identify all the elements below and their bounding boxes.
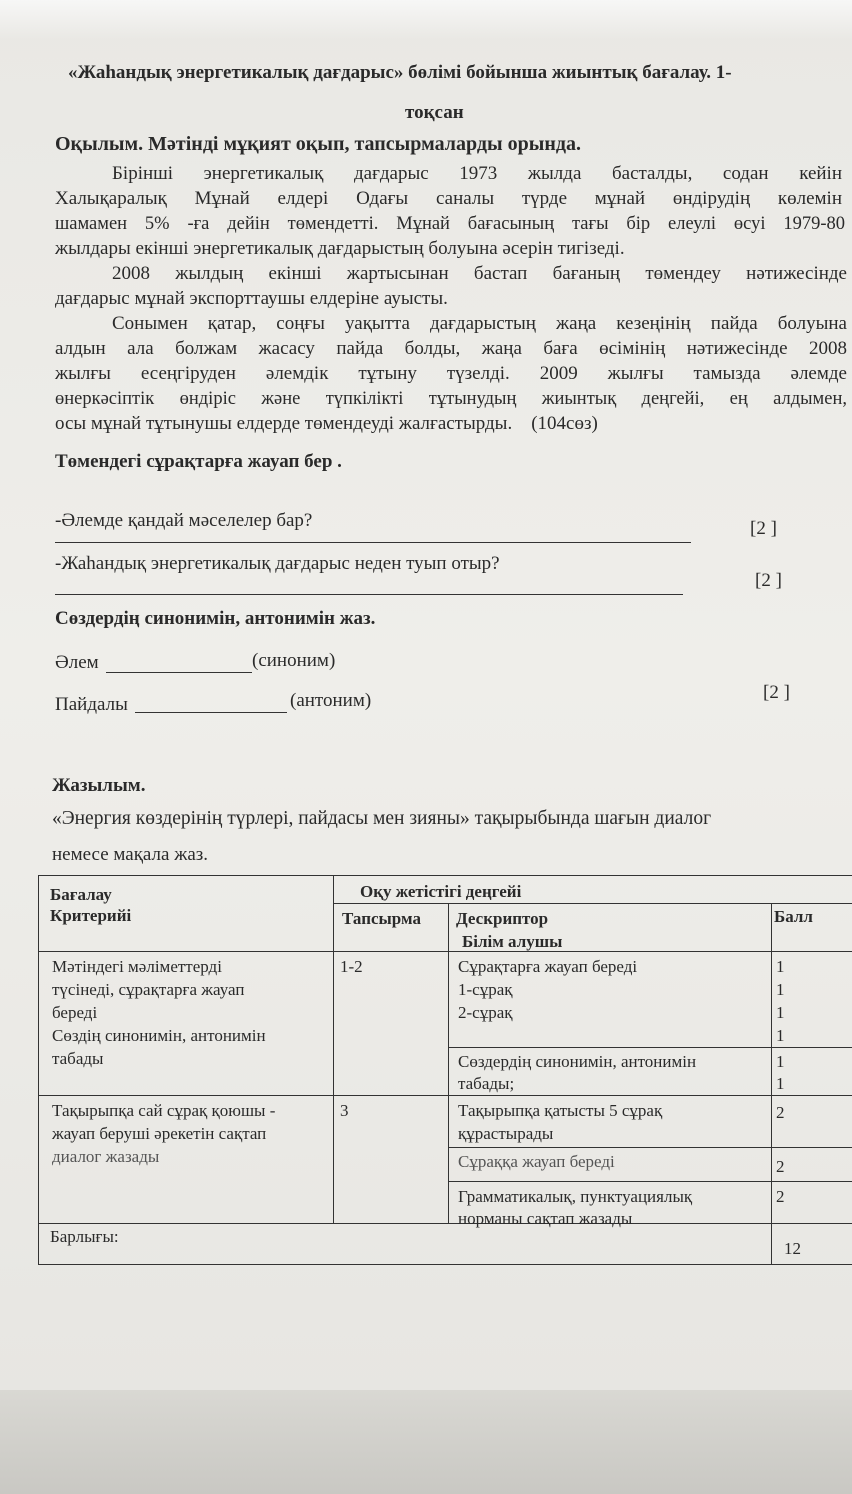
synonym-answer-line[interactable]	[106, 672, 252, 673]
antonym-answer-line[interactable]	[135, 712, 287, 713]
table-rule	[448, 1047, 852, 1048]
word-2-type: (антоним)	[290, 690, 372, 711]
table-border-bottom	[38, 1264, 852, 1265]
table-rule	[448, 903, 449, 1223]
row2-descriptor-c-line: Грамматикалық, пунктуациялық	[458, 1187, 693, 1206]
text-line: Сонымен қатар, соңғы уақытта дағдарыстың жаңа кезеңінің пайда болуына	[112, 313, 847, 334]
row2-task: 3	[340, 1101, 349, 1120]
text-line: шамамен 5% -ға дейін төмендетті. Мұнай бағасының тағы бір елеулі өсуі 1979-80	[55, 214, 845, 234]
row1-criteria-line: Мәтіндегі мәліметтерді	[52, 957, 222, 976]
table-rule	[38, 951, 852, 952]
text-line: Бірінші энергетикалық дағдарыс 1973 жылда басталды, содан кейін	[112, 163, 842, 184]
text-line: 2008 жылдың екінші жартысынан бастап бағаның төмендеу нәтижесінде	[112, 263, 847, 284]
header-descriptor: Дескриптор	[456, 909, 549, 928]
row1-descriptor-line: 1-сұрақ	[458, 980, 513, 999]
row2-criteria-line: жауап беруші әрекетін сақтап	[52, 1124, 267, 1143]
row1-score: 1	[776, 1026, 785, 1045]
question-1: -Әлемде қандай мәселелер бар?	[55, 510, 313, 531]
word-1: Әлем	[55, 652, 99, 673]
row1-criteria-line: Сөздің синонимін, антонимін	[52, 1026, 266, 1045]
row1-score: 1	[776, 980, 785, 999]
row2-score-a: 2	[776, 1103, 785, 1122]
row1-descriptor-line: Сұрақтарға жауап береді	[458, 957, 638, 976]
row2-descriptor-c-line: норманы сақтап жазады	[458, 1209, 633, 1228]
writing-heading: Жазылым.	[52, 775, 146, 796]
reading-heading: Оқылым. Мәтінді мұқият оқып, тапсырмаларды орында.	[55, 133, 581, 155]
text-line: алдын ала болжам жасасу пайда болды, жаңа баға өсімінің нәтижесінде 2008	[55, 338, 847, 359]
answer-line-1[interactable]	[55, 542, 691, 543]
header-criteria-1: Бағалау	[50, 885, 112, 904]
text-line: Халықаралық Мұнай елдері Одағы саналы түрде мұнай өндірудің көлемін	[55, 188, 842, 209]
questions-heading: Төмендегі сұрақтарға жауап бер .	[55, 451, 342, 472]
synonym-score: [2 ]	[763, 682, 790, 703]
row1-criteria-line: береді	[52, 1003, 98, 1022]
header-task: Тапсырма	[342, 909, 421, 928]
text-line: жылдары екінші энергетикалық дағдарыстың болуына әсерін тигізеді.	[55, 238, 625, 259]
row1-criteria-line: түсінеді, сұрақтарға жауап	[52, 980, 245, 999]
row2-descriptor-b: Сұраққа жауап береді	[458, 1152, 615, 1171]
answer-line-2[interactable]	[55, 594, 683, 595]
header-criteria-2: Критерийі	[50, 906, 132, 925]
word-1-type: (синоним)	[252, 650, 336, 671]
table-rule	[448, 1181, 852, 1182]
table-rule	[38, 1223, 852, 1224]
header-score: Балл	[774, 907, 813, 926]
text-line: өнеркәсіптік өндіріс және түпкілікті тұтынудың жиынтық деңгейі, ең алдымен,	[55, 389, 847, 409]
title-line-1: «Жаһандық энергетикалық дағдарыс» бөлімі бойынша жиынтық бағалау. 1-	[68, 62, 732, 83]
table-rule	[333, 875, 334, 1223]
row1-task: 1-2	[340, 957, 363, 976]
table-border-left	[38, 875, 39, 1265]
row2-descriptor-a-line: Тақырыпқа қатысты 5 сұрақ	[458, 1101, 663, 1120]
question-2: -Жаһандық энергетикалық дағдарыс неден туып отыр?	[55, 553, 500, 574]
row2-score-b: 2	[776, 1157, 785, 1176]
total-label: Барлығы:	[50, 1227, 119, 1246]
table-rule	[771, 903, 772, 1265]
row1-score: 1	[776, 1003, 785, 1022]
row1-score-b: 1	[776, 1052, 785, 1071]
row2-criteria-line: диалог жазады	[52, 1147, 160, 1166]
header-student: Білім алушы	[462, 932, 563, 951]
assessment-table	[38, 875, 852, 1265]
row1-score: 1	[776, 957, 785, 976]
question-1-score: [2 ]	[750, 518, 777, 539]
row2-score-c: 2	[776, 1187, 785, 1206]
table-rule	[448, 1147, 852, 1148]
row1-descriptor-b-line: табады;	[458, 1074, 515, 1093]
row2-criteria-line: Тақырыпқа сай сұрақ қоюшы -	[52, 1101, 276, 1120]
total-value: 12	[784, 1239, 801, 1258]
writing-task-line-2: немесе мақала жаз.	[52, 844, 209, 865]
row1-score-b: 1	[776, 1074, 785, 1093]
header-level: Оқу жетістігі деңгейі	[360, 882, 522, 901]
text-line: жылғы есеңгіруден әлемдік тұтыну түзелді. 2009 жылғы тамызда әлемде	[55, 363, 847, 384]
question-2-score: [2 ]	[755, 570, 782, 591]
text-line: осы мұнай тұтынушы елдерде төмендеуді жалғастырды. (104сөз)	[55, 413, 598, 434]
writing-task-line-1: «Энергия көздерінің түрлері, пайдасы мен зияны» тақырыбында шағын диалог	[52, 808, 712, 829]
row1-criteria-line: табады	[52, 1049, 104, 1068]
background-top	[0, 0, 852, 40]
text-line: дағдарыс мұнай экспорттаушы елдеріне ауысты.	[55, 288, 448, 309]
synonym-heading: Сөздердің синонимін, антонимін жаз.	[55, 608, 376, 629]
table-rule	[333, 903, 852, 904]
row1-descriptor-line: 2-сұрақ	[458, 1003, 513, 1022]
background-bottom	[0, 1390, 852, 1494]
title-line-2: тоқсан	[405, 102, 464, 123]
row1-descriptor-b-line: Сөздердің синонимін, антонимін	[458, 1052, 697, 1071]
table-rule	[38, 1095, 852, 1096]
table-border-top	[38, 875, 852, 876]
word-2: Пайдалы	[55, 694, 128, 715]
row2-descriptor-a-line: құрастырады	[458, 1124, 554, 1143]
